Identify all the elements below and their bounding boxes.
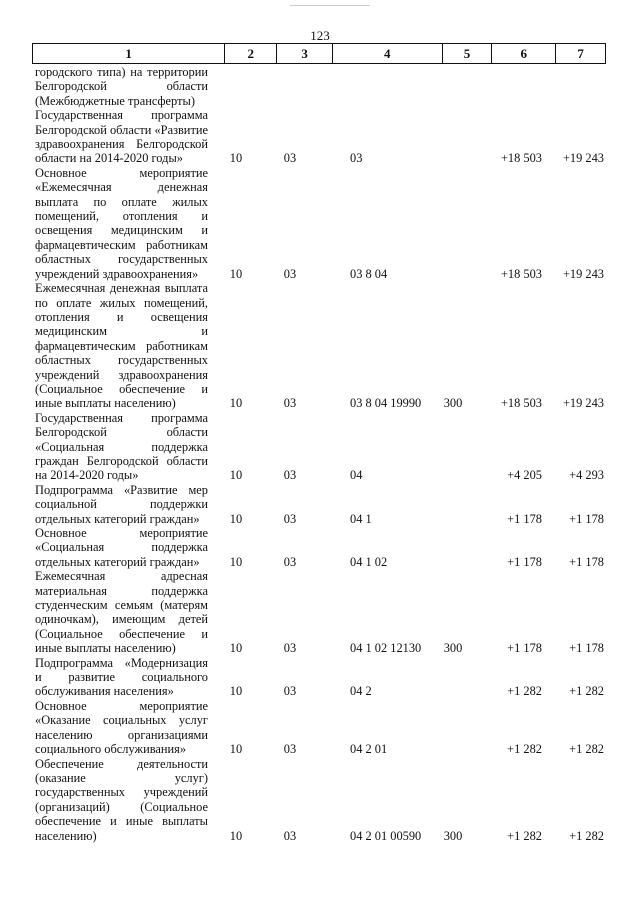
subsection-code: 03 <box>283 828 297 843</box>
amount-col-7: +1 178 <box>569 554 604 569</box>
section-code: 10 <box>229 554 243 569</box>
subsection-code: 03 <box>283 742 297 757</box>
expense-type-code: 300 <box>443 396 463 411</box>
section-code: 10 <box>229 266 243 281</box>
subsection-code: 03 <box>283 151 297 166</box>
table-row <box>32 699 606 757</box>
section-code: 10 <box>229 684 243 699</box>
section-code: 10 <box>229 151 243 166</box>
page-number: 123 <box>310 28 330 43</box>
amount-col-6: +4 205 <box>507 468 542 483</box>
subsection-code: 03 <box>283 511 297 526</box>
target-article-code: 04 1 02 12130 <box>350 641 422 656</box>
table-row <box>32 569 606 655</box>
row-description: Ежемесячная адресная материальная поддержка студенческим семьям (матерям одиночкам), имеющим детей (Социальное обеспечение и иные выплаты населению) <box>35 569 208 656</box>
amount-col-6: +1 282 <box>507 828 542 843</box>
target-article-code: 03 <box>350 151 363 166</box>
table-body <box>32 65 606 843</box>
row-description: Ежемесячная денежная выплата по оплате жилых помещений, отопления и освещения медицинским и фармацевтическим работникам областных государственных учреждений здравоохранения (Социальное обеспечение и иные выплаты населению) <box>35 281 208 411</box>
amount-col-7: +1 178 <box>569 641 604 656</box>
subsection-code: 03 <box>283 468 297 483</box>
table-row <box>32 411 606 483</box>
table-header <box>32 43 606 64</box>
amount-col-7: +1 282 <box>569 684 604 699</box>
section-code: 10 <box>229 828 243 843</box>
amount-col-7: +19 243 <box>562 266 604 281</box>
expense-type-code: 300 <box>443 641 463 656</box>
amount-col-7: +19 243 <box>562 396 604 411</box>
scan-mark <box>290 5 370 6</box>
target-article-code: 03 8 04 <box>350 266 388 281</box>
amount-col-7: +1 282 <box>569 828 604 843</box>
header-col-4: 4 <box>332 44 442 63</box>
amount-col-6: +1 282 <box>507 742 542 757</box>
target-article-code: 04 <box>350 468 363 483</box>
subsection-code: 03 <box>283 684 297 699</box>
amount-col-6: +18 503 <box>500 266 542 281</box>
amount-col-7: +4 293 <box>569 468 604 483</box>
row-description: Государственная программа Белгородской области «Социальная поддержка граждан Белгородской области на 2014-2020 годы» <box>35 410 208 483</box>
table-row <box>32 757 606 843</box>
subsection-code: 03 <box>283 266 297 281</box>
subsection-code: 03 <box>283 641 297 656</box>
section-code: 10 <box>229 396 243 411</box>
expense-type-code: 300 <box>443 828 463 843</box>
section-code: 10 <box>229 468 243 483</box>
row-description: Подпрограмма «Развитие мер социальной поддержки отдельных категорий граждан» <box>35 482 208 526</box>
row-description: Основное мероприятие «Оказание социальных услуг населению организациями социального обслуживания» <box>35 698 208 757</box>
amount-col-6: +1 282 <box>507 684 542 699</box>
section-code: 10 <box>229 742 243 757</box>
row-description: Подпрограмма «Модернизация и развитие социального обслуживания населения» <box>35 655 208 699</box>
amount-col-6: +18 503 <box>500 151 542 166</box>
table-row <box>32 656 606 699</box>
row-description: Обеспечение деятельности (оказание услуг) государственных учреждений (организаций) (Социальное обеспечение и иные выплаты населению) <box>35 756 208 843</box>
section-code: 10 <box>229 641 243 656</box>
target-article-code: 04 2 01 <box>350 742 388 757</box>
header-col-7: 7 <box>555 44 605 63</box>
amount-col-6: +18 503 <box>500 396 542 411</box>
amount-col-7: +19 243 <box>562 151 604 166</box>
table-row <box>32 65 606 108</box>
header-col-5: 5 <box>442 44 492 63</box>
amount-col-7: +1 282 <box>569 742 604 757</box>
header-col-2: 2 <box>224 44 276 63</box>
subsection-code: 03 <box>283 396 297 411</box>
row-description: Государственная программа Белгородской области «Развитие здравоохранения Белгородской области на 2014-2020 годы» <box>35 108 208 166</box>
subsection-code: 03 <box>283 554 297 569</box>
row-description: Основное мероприятие «Социальная поддержка отдельных категорий граждан» <box>35 526 208 569</box>
amount-col-6: +1 178 <box>507 511 542 526</box>
table-row <box>32 166 606 281</box>
row-description: Основное мероприятие «Ежемесячная денежная выплата по оплате жилых помещений, отопления и освещения медицинским и фармацевтическим работникам областных государственных учреждений здравоохранения» <box>35 165 208 281</box>
table-row <box>32 483 606 526</box>
table-row <box>32 281 606 411</box>
target-article-code: 04 1 02 <box>350 554 388 569</box>
table-row <box>32 108 606 166</box>
table-row <box>32 526 606 569</box>
target-article-code: 04 2 01 00590 <box>350 828 422 843</box>
header-col-3: 3 <box>276 44 332 63</box>
amount-col-7: +1 178 <box>569 511 604 526</box>
amount-col-6: +1 178 <box>507 554 542 569</box>
header-col-6: 6 <box>491 44 555 63</box>
header-col-1: 1 <box>125 46 132 61</box>
amount-col-6: +1 178 <box>507 641 542 656</box>
target-article-code: 04 2 <box>350 684 372 699</box>
target-article-code: 03 8 04 19990 <box>350 396 422 411</box>
section-code: 10 <box>229 511 243 526</box>
row-description: городского типа) на территории Белгородской области (Межбюджетные трансферты) <box>35 65 208 108</box>
target-article-code: 04 1 <box>350 511 372 526</box>
